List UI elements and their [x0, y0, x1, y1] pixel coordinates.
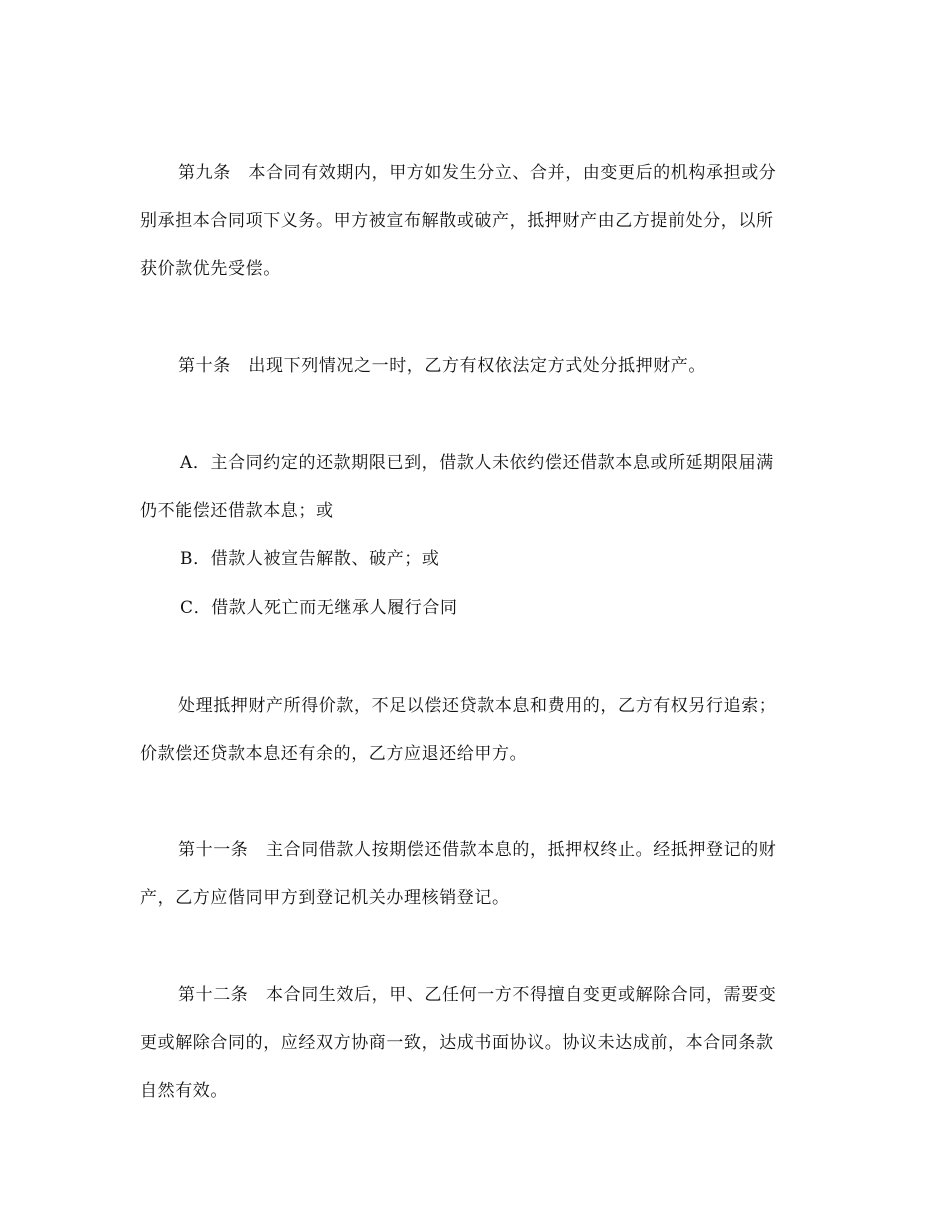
article-9-line-2: 别承担本合同项下义务。甲方被宣布解散或破产，抵押财产由乙方提前处分，以所 — [140, 211, 774, 231]
article-10-item-a-line-2: 仍不能偿还借款本息；或 — [140, 501, 334, 521]
article-9-line-3: 获价款优先受偿。 — [140, 259, 281, 279]
article-12-line-3: 自然有效。 — [140, 1081, 228, 1101]
article-12-line-1: 第十二条 本合同生效后，甲、乙任何一方不得擅自变更或解除合同，需要变 — [178, 985, 777, 1005]
article-10-item-c: C．借款人死亡而无继承人履行合同 — [180, 598, 458, 618]
article-11-line-1: 第十一条 主合同借款人按期偿还借款本息的，抵押权终止。经抵押登记的财 — [178, 840, 777, 860]
article-10-item-b: B．借款人被宣告解散、破产；或 — [180, 549, 440, 569]
article-12-line-2: 更或解除合同的，应经双方协商一致，达成书面协议。协议未达成前，本合同条款 — [140, 1033, 774, 1053]
article-10-disposal-line-2: 价款偿还贷款本息还有余的，乙方应退还给甲方。 — [140, 744, 528, 764]
article-10-item-a-line-1: A．主合同约定的还款期限已到，借款人未依约偿还借款本息或所延期限届满 — [180, 453, 774, 473]
article-10-disposal-line-1: 处理抵押财产所得价款，不足以偿还贷款本息和费用的，乙方有权另行追索； — [178, 696, 777, 716]
article-10-intro: 第十条 出现下列情况之一时，乙方有权依法定方式处分抵押财产。 — [178, 356, 706, 376]
article-9-line-1: 第九条 本合同有效期内，甲方如发生分立、合并，由变更后的机构承担或分 — [178, 163, 777, 183]
article-11-line-2: 产，乙方应偕同甲方到登记机关办理核销登记。 — [140, 888, 510, 908]
